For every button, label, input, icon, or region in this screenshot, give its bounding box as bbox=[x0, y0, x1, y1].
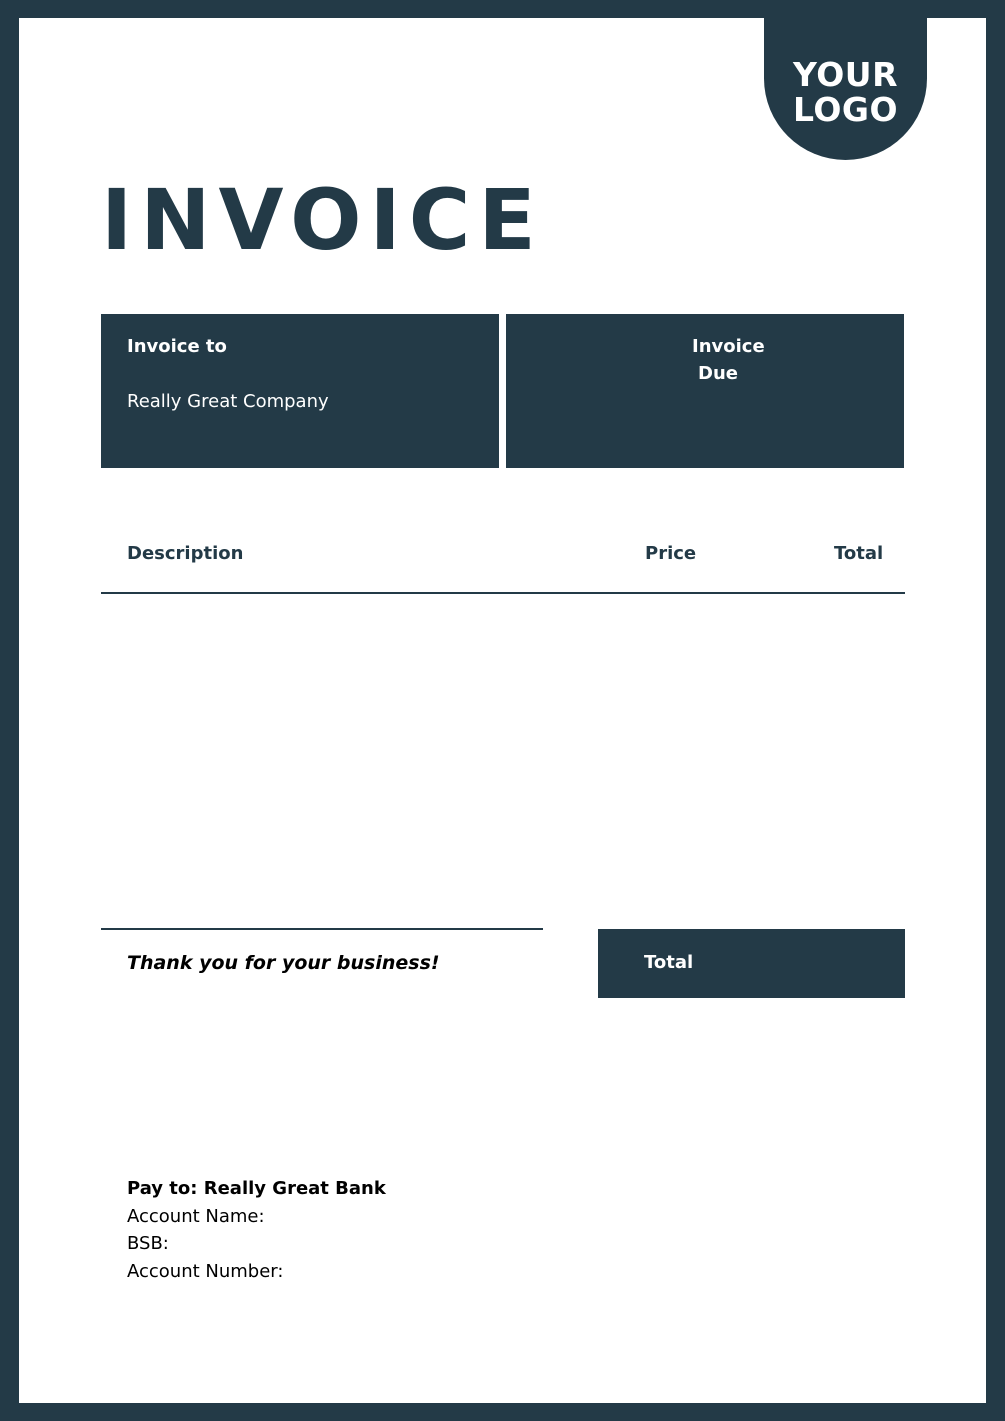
total-box bbox=[598, 929, 905, 998]
column-header-price: Price bbox=[645, 543, 697, 564]
invoice-page bbox=[19, 18, 986, 1403]
invoice-due-label-line1: Invoice bbox=[692, 336, 765, 357]
table-header-divider bbox=[101, 592, 905, 594]
invoice-to-label: Invoice to bbox=[127, 336, 227, 357]
bsb-line: BSB: bbox=[127, 1233, 169, 1254]
column-header-total: Total bbox=[834, 543, 884, 564]
company-name: Really Great Company bbox=[127, 391, 329, 412]
account-number-line: Account Number: bbox=[127, 1260, 284, 1282]
logo-badge bbox=[764, 18, 927, 160]
pay-to-line: Pay to: Really Great Bank bbox=[127, 1178, 386, 1199]
account-name-line: Account Name: bbox=[127, 1205, 265, 1227]
invoice-title: INVOICE bbox=[101, 171, 544, 269]
invoice-to-box bbox=[101, 314, 499, 468]
column-header-description: Description bbox=[127, 543, 244, 564]
total-label: Total bbox=[644, 952, 694, 973]
invoice-due-label-line2: Due bbox=[698, 363, 738, 384]
invoice-due-box bbox=[506, 314, 904, 468]
logo-text-line1: YOUR bbox=[793, 55, 898, 94]
logo-text-line2: LOGO bbox=[792, 90, 899, 129]
thank-you-message: Thank you for your business! bbox=[127, 952, 440, 974]
payment-details bbox=[127, 1175, 386, 1285]
footer-divider bbox=[101, 928, 543, 930]
